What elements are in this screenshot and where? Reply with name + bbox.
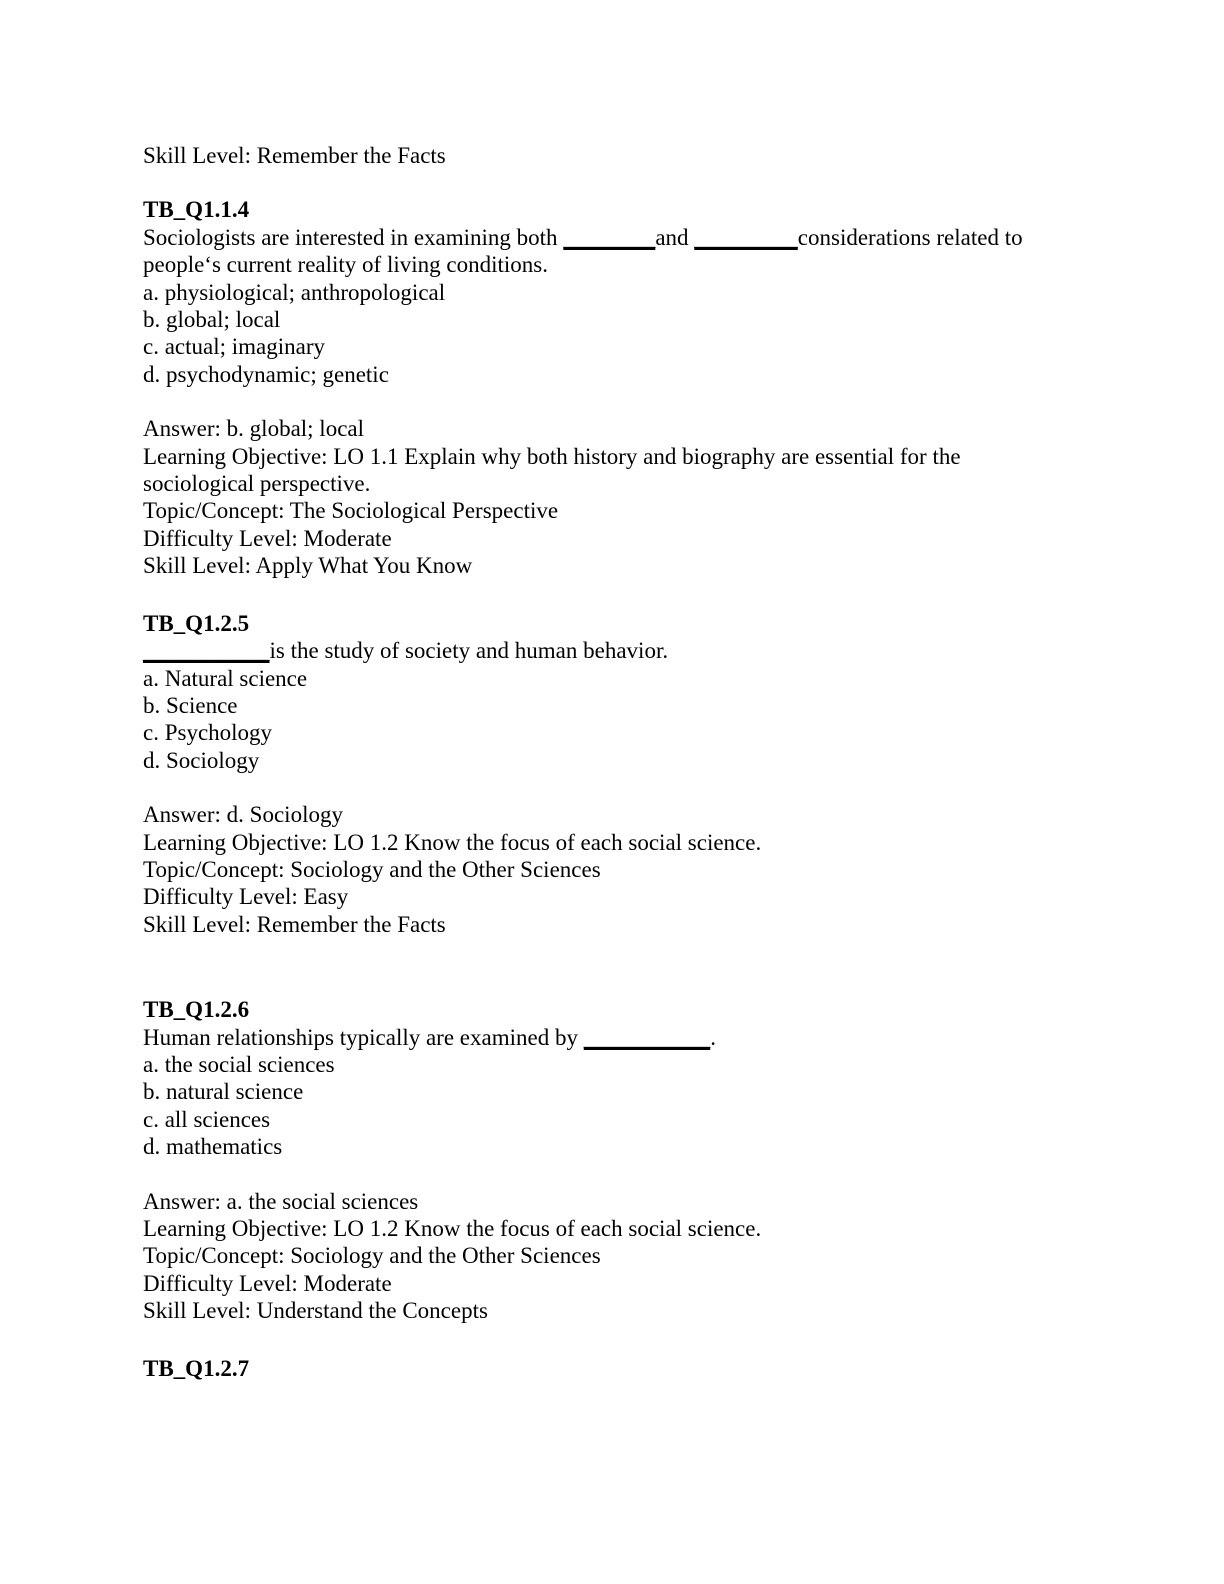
- answer: Answer: d. Sociology: [143, 802, 343, 828]
- question-id: TB_Q1.1.4: [143, 197, 250, 223]
- answer-blank: _________: [694, 224, 798, 250]
- question-id: TB_Q1.2.7: [143, 1355, 250, 1381]
- skill-level: Skill Level: Understand the Concepts: [143, 1298, 488, 1324]
- option-b: b. Science: [143, 692, 238, 718]
- question-stem: ___________is the study of society and human behavior.: [143, 638, 669, 664]
- option-d: d. Sociology: [143, 747, 260, 773]
- question-tb-q1-2-5: [143, 610, 1053, 938]
- prev-skill-level: Skill Level: Remember the Facts: [143, 143, 446, 168]
- option-c: c. Psychology: [143, 720, 273, 746]
- option-b: b. global; local: [143, 307, 281, 333]
- option-c: c. all sciences: [143, 1106, 271, 1132]
- answer-blank: ___________: [583, 1024, 711, 1050]
- question-stem: Human relationships typically are examined by ___________.: [143, 1024, 716, 1050]
- question-tb-q1-2-6: [143, 996, 1053, 1324]
- question-id: TB_Q1.2.6: [143, 997, 250, 1023]
- difficulty-level: Difficulty Level: Moderate: [143, 1270, 392, 1296]
- difficulty-level: Difficulty Level: Easy: [143, 884, 349, 910]
- answer-blank: ________: [563, 224, 656, 250]
- answer-blank: ___________: [143, 638, 270, 664]
- document-page: [143, 142, 1053, 1382]
- difficulty-level: Difficulty Level: Moderate: [143, 525, 392, 551]
- learning-objective: Learning Objective: LO 1.1 Explain why both history and biography are essential for the sociological perspective.: [143, 443, 961, 497]
- option-a: a. Natural science: [143, 665, 308, 691]
- option-d: d. mathematics: [143, 1134, 283, 1160]
- topic-concept: Topic/Concept: Sociology and the Other Sciences: [143, 856, 601, 882]
- learning-objective: Learning Objective: LO 1.2 Know the focus of each social science.: [143, 1216, 762, 1241]
- answer: Answer: b. global; local: [143, 416, 365, 442]
- question-stem: Sociologists are interested in examining both ________and _________considerations related to people‘s current reality of living conditions.: [143, 224, 1023, 278]
- answer: Answer: a. the social sciences: [143, 1188, 419, 1214]
- option-b: b. natural science: [143, 1079, 304, 1105]
- topic-concept: Topic/Concept: The Sociological Perspective: [143, 498, 559, 524]
- learning-objective: Learning Objective: LO 1.2 Know the focus of each social science.: [143, 829, 762, 855]
- skill-level: Skill Level: Apply What You Know: [143, 553, 473, 579]
- question-id: TB_Q1.2.5: [143, 610, 250, 636]
- question-tb-q1-1-4: [143, 196, 1053, 579]
- option-a: a. physiological; anthropological: [143, 279, 446, 305]
- topic-concept: Topic/Concept: Sociology and the Other Sciences: [143, 1243, 601, 1269]
- option-a: a. the social sciences: [143, 1051, 335, 1077]
- option-d: d. psychodynamic; genetic: [143, 361, 389, 387]
- option-c: c. actual; imaginary: [143, 334, 326, 360]
- question-tb-q1-2-7: [143, 1355, 1053, 1382]
- skill-level: Skill Level: Remember the Facts: [143, 911, 446, 937]
